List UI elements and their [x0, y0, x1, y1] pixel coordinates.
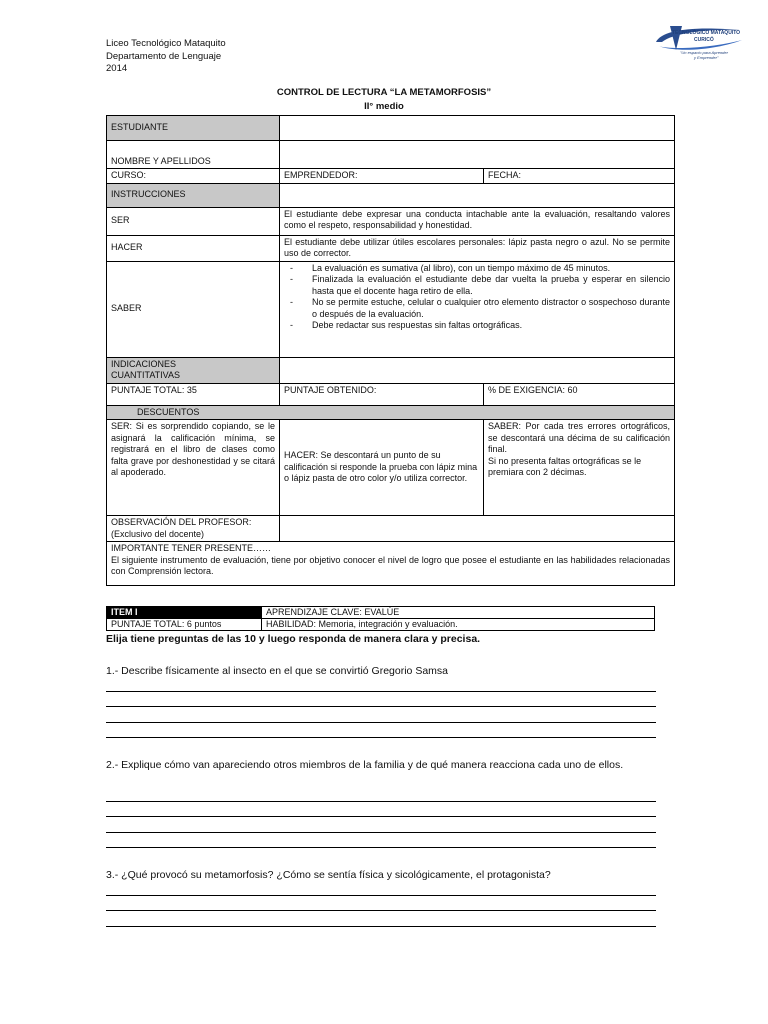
saber-item: - No se permite estuche, celular o cualquier otro elemento distractor o sospechoso durante o después de la evaluación.: [312, 297, 670, 320]
document-level: II° medio: [364, 101, 404, 112]
observation-label-1: OBSERVACIÓN DEL PROFESOR:: [111, 517, 252, 527]
answer-line[interactable]: [106, 691, 656, 692]
logo-slogan-2: y Emprender": [694, 55, 719, 60]
answer-line[interactable]: [106, 706, 656, 707]
quantitative-label-2: CUANTITATIVAS: [111, 370, 181, 380]
ser-label: SER: [107, 207, 280, 235]
student-label: ESTUDIANTE: [107, 116, 280, 141]
question-3: 3.- ¿Qué provocó su metamorfosis? ¿Cómo se sentía física y sicológicamente, el protagonista?: [106, 869, 551, 881]
important-text: El siguiente instrumento de evaluación, tiene por objetivo conocer el nivel de logro que posee el estudiante en las habilidades relacionadas con Comprensión lectora.: [111, 554, 670, 576]
item-skill: HABILIDAD: Memoria, integración y evaluación.: [262, 619, 655, 631]
answer-line[interactable]: [106, 722, 656, 723]
item-total: PUNTAJE TOTAL: 6 puntos: [107, 619, 262, 631]
saber-text: [280, 261, 675, 357]
observation-field[interactable]: [280, 516, 675, 542]
logo-city: CURICÓ: [694, 37, 714, 43]
important-title: IMPORTANTE TENER PRESENTE……: [111, 543, 272, 553]
answer-line[interactable]: [106, 895, 656, 896]
logo-slogan-1: "Un espacio para Aprender: [680, 50, 728, 55]
answer-line[interactable]: [106, 832, 656, 833]
student-form-table: [106, 115, 675, 586]
item-table: [106, 606, 655, 631]
school-logo: [652, 20, 746, 64]
quantitative-label-1: INDICACIONES: [111, 358, 177, 369]
discount-saber-bonus: Si no presenta faltas ortográficas se le premiara con 2 décimas.: [488, 455, 642, 477]
discount-saber: [484, 420, 675, 516]
date-label[interactable]: FECHA:: [484, 169, 675, 184]
name-label: NOMBRE Y APELLIDOS: [107, 141, 280, 169]
saber-label: SABER: [107, 261, 280, 357]
year: 2014: [106, 63, 128, 74]
saber-list: [284, 263, 670, 332]
hacer-label: HACER: [107, 235, 280, 261]
total-score: PUNTAJE TOTAL: 35: [107, 383, 280, 405]
entrepreneur-label[interactable]: EMPRENDEDOR:: [280, 169, 484, 184]
obtained-score[interactable]: PUNTAJE OBTENIDO:: [280, 383, 484, 405]
question-1: 1.- Describe físicamente al insecto en el que se convirtió Gregorio Samsa: [106, 665, 448, 677]
key-learning: APRENDIZAJE CLAVE: EVALÚE: [262, 607, 655, 619]
discount-hacer: HACER: Se descontará un punto de su calificación si responde la prueba con lápiz mina o lápiz pasta de otro color y/o utiliza corrector.: [280, 420, 484, 516]
important-note: [107, 542, 675, 586]
school-header: [106, 38, 226, 76]
question-2: 2.- Explique cómo van apareciendo otros miembros de la familia y de qué manera reacciona cada uno de ellos.: [106, 759, 624, 771]
name-field[interactable]: [280, 141, 675, 169]
document-title: CONTROL DE LECTURA “LA METAMORFOSIS”: [276, 87, 492, 98]
department-name: Departamento de Lenguaje: [106, 50, 222, 62]
saber-item: - La evaluación es sumativa (al libro), con un tiempo máximo de 45 minutos.: [312, 263, 670, 275]
instructions-label: INSTRUCCIONES: [107, 183, 280, 207]
answer-line[interactable]: [106, 737, 656, 738]
answer-line[interactable]: [106, 847, 656, 848]
answer-line[interactable]: [106, 816, 656, 817]
course-label[interactable]: CURSO:: [107, 169, 280, 184]
discounts-label: DESCUENTOS: [107, 405, 675, 420]
item-label: ITEM I: [107, 607, 262, 619]
discount-ser: SER: Si es sorprendido copiando, se le asignará la calificación mínima, se registrará en el libro de clases como falta grave por deshonestidad y se citará al apoderado.: [107, 420, 280, 516]
quantitative-label: [107, 357, 280, 383]
observation-label-2: (Exclusivo del docente): [111, 528, 205, 539]
discount-saber-rule: SABER: Por cada tres errores ortográficos, se descontará una décima de su calificación final.: [488, 421, 670, 454]
hacer-text: El estudiante debe utilizar útiles escolares personales: lápiz pasta negro o azul. No se permite uso de corrector.: [280, 235, 675, 261]
quantitative-cell: [280, 357, 675, 383]
requirement-percent: % DE EXIGENCIA: 60: [484, 383, 675, 405]
questions-instruction: Elija tiene preguntas de las 10 y luego responda de manera clara y precisa.: [106, 633, 481, 645]
observation-label: [107, 516, 280, 542]
instructions-cell: [280, 183, 675, 207]
saber-item: - Debe redactar sus respuestas sin faltas ortográficas.: [312, 320, 670, 332]
answer-line[interactable]: [106, 801, 656, 802]
school-name: Liceo Tecnológico Mataquito: [106, 38, 226, 49]
logo-name: TECNOLÓGICO MATAQUITO: [672, 30, 741, 36]
student-cell: [280, 116, 675, 141]
saber-item: - Finalizada la evaluación el estudiante debe dar vuelta la prueba y esperar en silencio hasta que el docente haga retiro de ella.: [312, 274, 670, 297]
ser-text: El estudiante debe expresar una conducta intachable ante la evaluación, resaltando valores como el respeto, responsabilidad y honestidad.: [280, 207, 675, 235]
answer-line[interactable]: [106, 926, 656, 927]
answer-line[interactable]: [106, 910, 656, 911]
